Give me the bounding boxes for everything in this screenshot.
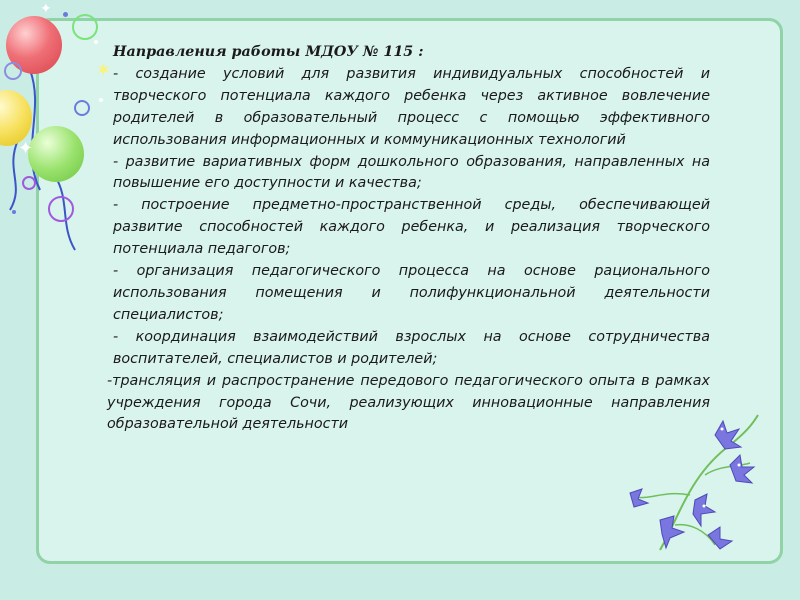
spiral-icon — [48, 196, 74, 222]
confetti-dot — [99, 98, 103, 102]
confetti-dot — [12, 210, 16, 214]
list-item: - создание условий для развития индивидуальных способностей и творческого потенциала каждого ребенка через активное вовлечение родителей в образовательный процесс с помощью эффективного использования информационных и коммуникационных технологий — [113, 65, 710, 148]
spiral-icon — [74, 100, 90, 116]
balloon-green — [28, 126, 84, 182]
confetti-dot — [94, 40, 98, 44]
star-icon: ✦ — [18, 138, 34, 159]
spiral-icon — [72, 14, 98, 40]
confetti-dot — [63, 12, 68, 17]
spiral-icon — [4, 62, 22, 80]
list-item: - развитие вариативных форм дошкольного образования, направленных на повышение его доступности и качества; — [113, 153, 710, 192]
list-item: - координация взаимодействий взрослых на основе сотрудничества воспитателей, специалистов и родителей; — [113, 328, 710, 367]
main-text-block — [107, 42, 710, 436]
list-item: - организация педагогического процесса на основе рационального использования помещения и полифункциональной деятельности специалистов; — [113, 263, 710, 323]
list-item: -трансляция и распространение передового педагогического опыта в рамках учреждения города Сочи, реализующих инновационные направления образовательной деятельности — [107, 372, 710, 433]
star-icon: ✶ — [96, 60, 112, 81]
page-title: Направления работы МДОУ № 115 : — [113, 44, 424, 60]
spiral-icon — [22, 176, 36, 190]
list-item: - построение предметно-пространственной среды, обеспечивающей развитие способностей каждого ребенка, и реализация творческого потенциала педагогов; — [113, 197, 710, 258]
star-icon: ✦ — [40, 1, 52, 17]
